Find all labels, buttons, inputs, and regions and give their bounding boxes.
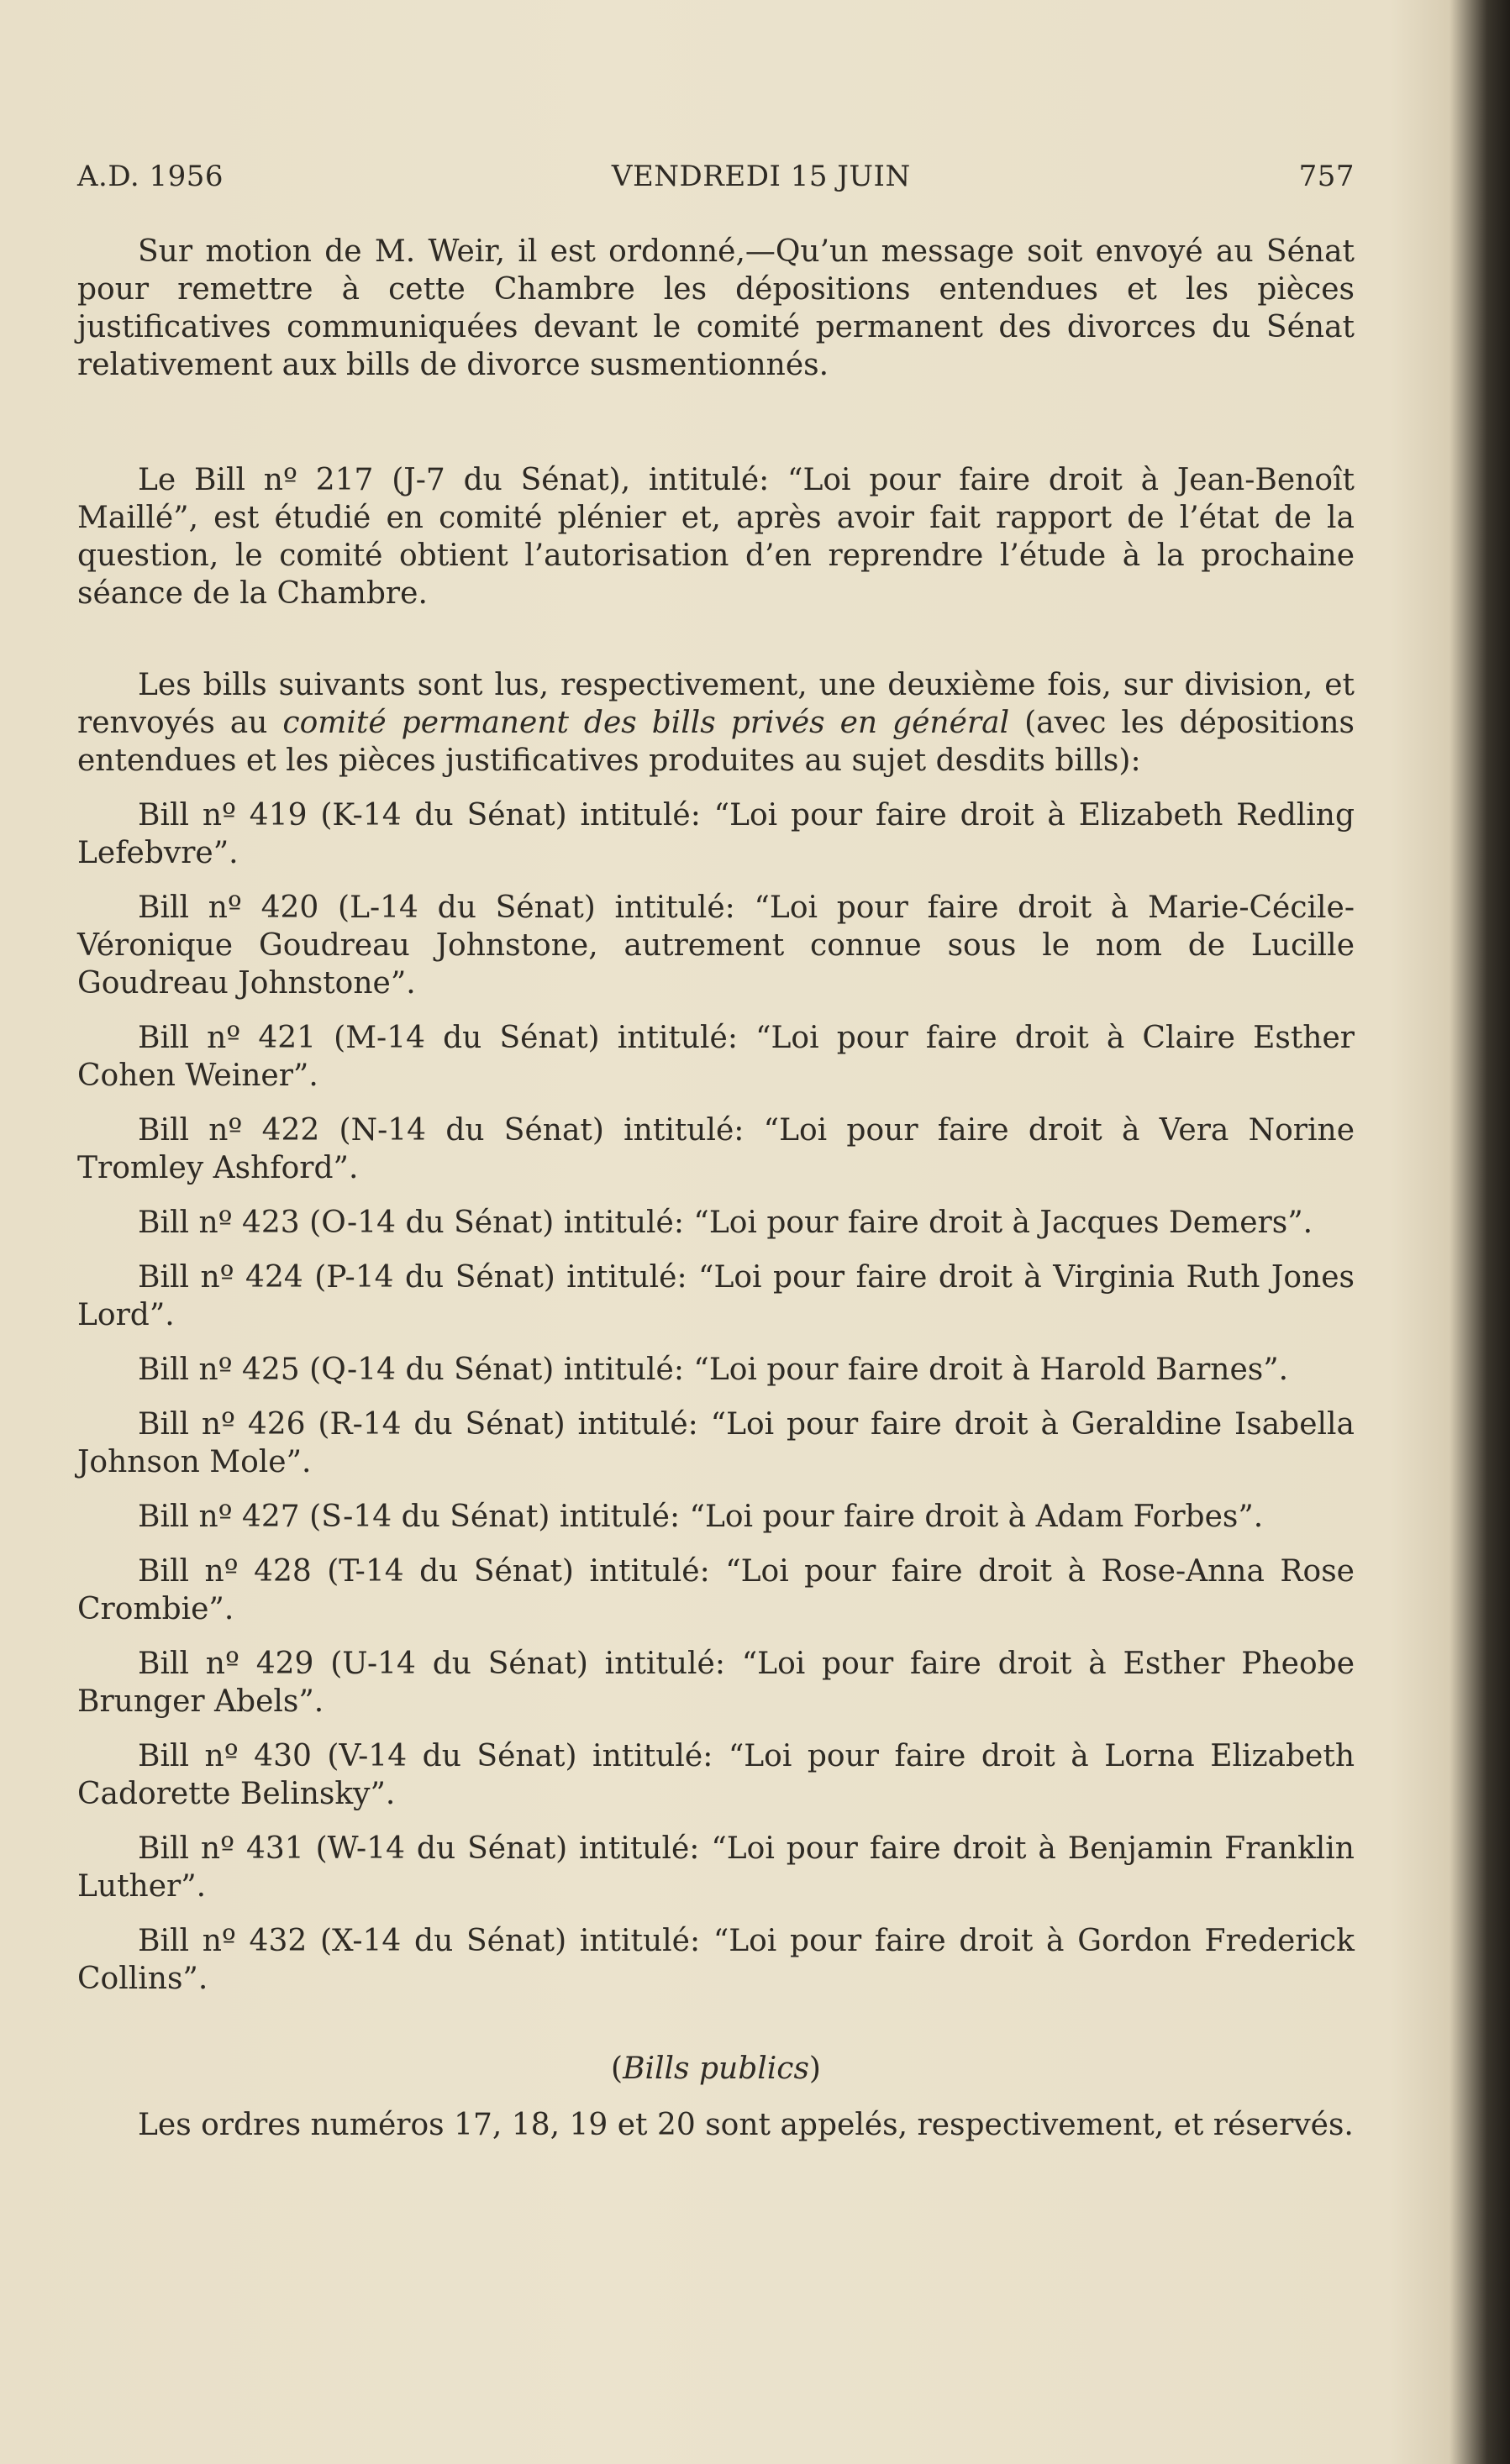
committee-name: comité permanent des bills privés en général — [282, 706, 1010, 740]
bill-item: Bill nº 419 (K-14 du Sénat) intitulé: “Loi pour faire droit à Elizabeth Redling Lefebvre”. — [77, 798, 1355, 870]
bill-item: Bill nº 425 (Q-14 du Sénat) intitulé: “Loi pour faire droit à Harold Barnes”. — [138, 1353, 1289, 1387]
heading-open-paren: ( — [611, 2052, 623, 2086]
running-header — [77, 158, 1355, 196]
bill-item: Bill nº 432 (X-14 du Sénat) intitulé: “Loi pour faire droit à Gordon Frederick Collins”. — [77, 1924, 1355, 1996]
bill-217-paragraph: Le Bill nº 217 (J-7 du Sénat), intitulé: “Loi pour faire droit à Jean-Benoît Maillé”, est étudié en comité plénier et, après avoir fait rapport de l’état de la question, le comité obtient l’autorisation d’en reprendre l’étude à la prochaine séance de la Chambre. — [77, 463, 1355, 611]
second-reading-paragraph — [77, 666, 1355, 780]
bill-item: Bill nº 422 (N-14 du Sénat) intitulé: “Loi pour faire droit à Vera Norine Tromley Ashford”. — [77, 1113, 1355, 1185]
bill-item: Bill nº 431 (W-14 du Sénat) intitulé: “Loi pour faire droit à Benjamin Franklin Luther”. — [77, 1831, 1355, 1904]
bill-item: Bill nº 424 (P-14 du Sénat) intitulé: “Loi pour faire droit à Virginia Ruth Jones Lord”. — [77, 1260, 1355, 1332]
orders-paragraph: Les ordres numéros 17, 18, 19 et 20 sont appelés, respectivement, et réservés. — [138, 2108, 1354, 2142]
bill-item: Bill nº 428 (T-14 du Sénat) intitulé: “Loi pour faire droit à Rose-Anna Rose Crombie”. — [77, 1554, 1355, 1626]
bill-item: Bill nº 420 (L-14 du Sénat) intitulé: “Loi pour faire droit à Marie-Cécile-Véronique Goudreau Johnstone, autrement connue sous le nom de Lucille Goudreau Johnstone”. — [77, 891, 1355, 1001]
heading-close-paren: ) — [808, 2052, 821, 2086]
public-bills-heading — [77, 2050, 1355, 2088]
motion-paragraph: Sur motion de M. Weir, il est ordonné,—Qu’un message soit envoyé au Sénat pour remettre à cette Chambre les dépositions entendues et les pièces justificatives communiquées devant le comité permanent des divorces du Sénat relativement aux bills de divorce susmentionnés. — [77, 234, 1355, 382]
bill-item: Bill nº 429 (U-14 du Sénat) intitulé: “Loi pour faire droit à Esther Pheobe Brunger Abels”. — [77, 1647, 1355, 1719]
header-year: A.D. 1956 — [77, 160, 224, 193]
bill-list — [77, 796, 1355, 1998]
public-bills-heading-text: Bills publics — [623, 2052, 809, 2086]
header-date: VENDREDI 15 JUIN — [611, 160, 911, 193]
bill-item: Bill nº 423 (O-14 du Sénat) intitulé: “Loi pour faire droit à Jacques Demers”. — [138, 1206, 1313, 1240]
bill-item: Bill nº 426 (R-14 du Sénat) intitulé: “Loi pour faire droit à Geraldine Isabella Johnson Mole”. — [77, 1407, 1355, 1479]
bill-item: Bill nº 430 (V-14 du Sénat) intitulé: “Loi pour faire droit à Lorna Elizabeth Cadorette Belinsky”. — [77, 1739, 1355, 1811]
second-reading-text: Les bills suivants sont lus, respectivement, une deuxième fois, sur division, et renvoyés au — [77, 668, 1355, 740]
bill-item: Bill nº 421 (M-14 du Sénat) intitulé: “Loi pour faire droit à Claire Esther Cohen Weiner”. — [77, 1021, 1355, 1093]
page-number: 757 — [1298, 160, 1355, 193]
bill-item: Bill nº 427 (S-14 du Sénat) intitulé: “Loi pour faire droit à Adam Forbes”. — [138, 1500, 1264, 1534]
page-body — [77, 158, 1355, 2144]
second-reading-text-end: (avec les dépositions entendues et les pièces justificatives produites au sujet desdits bills): — [77, 706, 1355, 778]
